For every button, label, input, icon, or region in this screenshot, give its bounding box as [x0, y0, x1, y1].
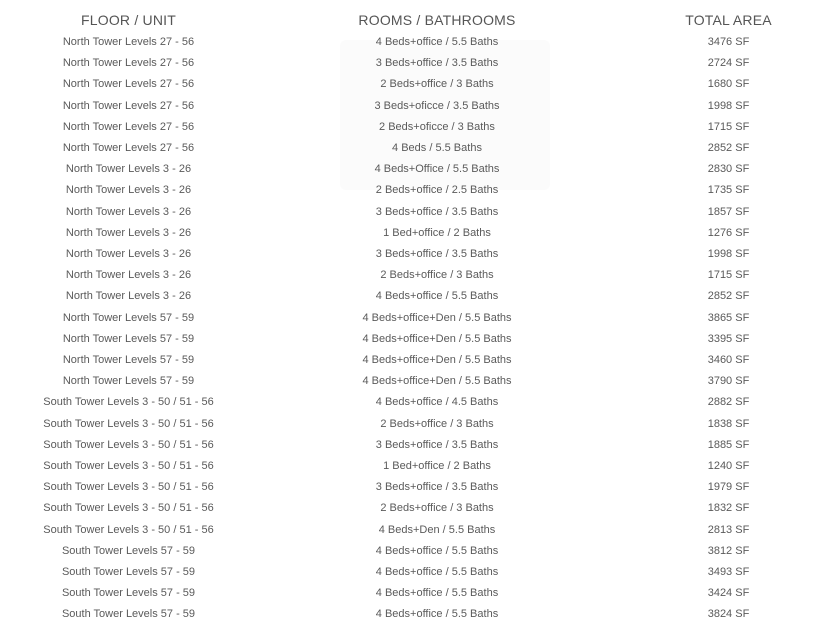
table-row — [0, 329, 840, 350]
total-area-cell: 3790 SF — [707, 375, 750, 388]
rooms-bathrooms-cell: 4 Beds+office / 5.5 Baths — [375, 566, 499, 579]
total-area-cell: 1832 SF — [707, 502, 750, 515]
table-row — [0, 286, 840, 307]
table-row — [0, 520, 840, 541]
total-area-cell: 1998 SF — [707, 248, 750, 261]
floor-unit-cell: North Tower Levels 57 - 59 — [62, 311, 195, 324]
floor-unit-cell: South Tower Levels 57 - 59 — [61, 587, 196, 600]
rooms-bathrooms-cell: 4 Beds+office / 5.5 Baths — [375, 290, 499, 303]
total-area-cell: 2724 SF — [707, 57, 750, 70]
floor-unit-cell: South Tower Levels 57 - 59 — [61, 608, 196, 621]
table-row — [0, 96, 840, 117]
floor-unit-cell: North Tower Levels 57 - 59 — [62, 354, 195, 367]
rooms-bathrooms-cell: 4 Beds+office+Den / 5.5 Baths — [362, 375, 512, 388]
total-area-cell: 2813 SF — [707, 523, 750, 536]
rooms-bathrooms-cell: 4 Beds / 5.5 Baths — [392, 142, 482, 155]
total-area-cell: 1276 SF — [707, 226, 750, 239]
rooms-bathrooms-cell: 3 Beds+office / 3.5 Baths — [375, 438, 499, 451]
rooms-bathrooms-cell: 4 Beds+office+Den / 5.5 Baths — [362, 332, 512, 345]
floor-unit-cell: North Tower Levels 57 - 59 — [62, 375, 195, 388]
table-row — [0, 159, 840, 180]
total-area-cell: 3460 SF — [707, 354, 750, 367]
floor-unit-cell: North Tower Levels 3 - 26 — [65, 226, 192, 239]
rooms-bathrooms-cell: 1 Bed+office / 2 Baths — [383, 460, 491, 473]
total-area-cell: 3812 SF — [707, 544, 750, 557]
floor-unit-cell: North Tower Levels 57 - 59 — [62, 332, 195, 345]
rooms-bathrooms-cell: 2 Beds+office / 2.5 Baths — [375, 184, 499, 197]
table-row — [0, 583, 840, 604]
rooms-bathrooms-cell: 4 Beds+office+Den / 5.5 Baths — [362, 354, 512, 367]
table-body — [0, 32, 840, 626]
table-row — [0, 498, 840, 519]
table-row — [0, 604, 840, 625]
total-area-cell: 1838 SF — [707, 417, 750, 430]
total-area-cell: 3476 SF — [707, 36, 750, 48]
floor-unit-cell: North Tower Levels 27 - 56 — [62, 57, 195, 70]
rooms-bathrooms-cell: 4 Beds+office / 5.5 Baths — [375, 608, 499, 621]
floor-unit-cell: North Tower Levels 3 - 26 — [65, 248, 192, 261]
rooms-bathrooms-cell: 4 Beds+office / 5.5 Baths — [375, 544, 499, 557]
table-row — [0, 308, 840, 329]
floor-unit-cell: South Tower Levels 3 - 50 / 51 - 56 — [43, 396, 214, 409]
total-area-cell: 2830 SF — [707, 163, 750, 176]
table-row — [0, 265, 840, 286]
floor-unit-cell: North Tower Levels 27 - 56 — [62, 120, 195, 133]
rooms-bathrooms-cell: 4 Beds+office / 4.5 Baths — [375, 396, 499, 409]
floor-unit-cell: North Tower Levels 27 - 56 — [62, 36, 195, 48]
total-area-cell: 3865 SF — [707, 311, 750, 324]
total-area-cell: 1979 SF — [707, 481, 750, 494]
total-area-cell: 1857 SF — [707, 205, 750, 218]
rooms-bathrooms-cell: 4 Beds+Den / 5.5 Baths — [378, 523, 496, 536]
table-row — [0, 435, 840, 456]
floor-unit-cell: North Tower Levels 3 - 26 — [65, 290, 192, 303]
total-area-cell: 1715 SF — [707, 269, 750, 282]
total-area-cell: 2882 SF — [707, 396, 750, 409]
table-row — [0, 350, 840, 371]
header-total-area: TOTAL AREA — [685, 12, 772, 28]
total-area-cell: 1240 SF — [707, 460, 750, 473]
rooms-bathrooms-cell: 4 Beds+office+Den / 5.5 Baths — [362, 311, 512, 324]
floor-unit-cell: South Tower Levels 3 - 50 / 51 - 56 — [43, 417, 214, 430]
rooms-bathrooms-cell: 3 Beds+office / 3.5 Baths — [375, 248, 499, 261]
rooms-bathrooms-cell: 3 Beds+office / 3.5 Baths — [375, 57, 499, 70]
rooms-bathrooms-cell: 2 Beds+office / 3 Baths — [380, 417, 494, 430]
rooms-bathrooms-cell: 1 Bed+office / 2 Baths — [383, 226, 491, 239]
table-row — [0, 371, 840, 392]
header-rooms-bathrooms: ROOMS / BATHROOMS — [358, 12, 516, 28]
rooms-bathrooms-cell: 4 Beds+Office / 5.5 Baths — [374, 163, 500, 176]
floor-unit-cell: South Tower Levels 57 - 59 — [61, 544, 196, 557]
table-row — [0, 244, 840, 265]
rooms-bathrooms-cell: 4 Beds+office / 5.5 Baths — [375, 36, 499, 48]
floor-unit-cell: South Tower Levels 3 - 50 / 51 - 56 — [43, 438, 214, 451]
rooms-bathrooms-cell: 4 Beds+office / 5.5 Baths — [375, 587, 499, 600]
total-area-cell: 3824 SF — [707, 608, 750, 621]
total-area-cell: 1885 SF — [707, 438, 750, 451]
rooms-bathrooms-cell: 3 Beds+office / 3.5 Baths — [375, 205, 499, 218]
floor-unit-cell: North Tower Levels 27 - 56 — [62, 99, 195, 112]
total-area-cell: 1735 SF — [707, 184, 750, 197]
floor-unit-cell: North Tower Levels 3 - 26 — [65, 163, 192, 176]
table-row — [0, 562, 840, 583]
table-row — [0, 414, 840, 435]
floor-unit-cell: South Tower Levels 57 - 59 — [61, 566, 196, 579]
table-row — [0, 392, 840, 413]
table-row — [0, 180, 840, 201]
table-row — [0, 456, 840, 477]
units-table — [0, 8, 840, 626]
floor-unit-cell: North Tower Levels 3 - 26 — [65, 184, 192, 197]
table-row — [0, 138, 840, 159]
table-row — [0, 117, 840, 138]
table-row — [0, 541, 840, 562]
table-row — [0, 202, 840, 223]
floor-unit-cell: North Tower Levels 3 - 26 — [65, 269, 192, 282]
table-row — [0, 477, 840, 498]
floor-unit-cell: North Tower Levels 27 - 56 — [62, 78, 195, 91]
rooms-bathrooms-cell: 3 Beds+office / 3.5 Baths — [375, 481, 499, 494]
total-area-cell: 3493 SF — [707, 566, 750, 579]
rooms-bathrooms-cell: 2 Beds+office / 3 Baths — [380, 502, 494, 515]
header-row — [0, 8, 840, 32]
rooms-bathrooms-cell: 2 Beds+office / 3 Baths — [380, 78, 494, 91]
floor-unit-cell: North Tower Levels 3 - 26 — [65, 205, 192, 218]
table-row — [0, 32, 840, 53]
rooms-bathrooms-cell: 3 Beds+oficce / 3.5 Baths — [374, 99, 500, 112]
total-area-cell: 1715 SF — [707, 120, 750, 133]
table-row — [0, 223, 840, 244]
floor-unit-cell: South Tower Levels 3 - 50 / 51 - 56 — [43, 502, 214, 515]
table-row — [0, 74, 840, 95]
total-area-cell: 1680 SF — [707, 78, 750, 91]
total-area-cell: 2852 SF — [707, 142, 750, 155]
total-area-cell: 3395 SF — [707, 332, 750, 345]
table-row — [0, 53, 840, 74]
floor-unit-cell: South Tower Levels 3 - 50 / 51 - 56 — [43, 460, 214, 473]
table-header — [0, 8, 840, 32]
floor-unit-cell: North Tower Levels 27 - 56 — [62, 142, 195, 155]
total-area-cell: 3424 SF — [707, 587, 750, 600]
rooms-bathrooms-cell: 2 Beds+oficce / 3 Baths — [379, 120, 495, 133]
rooms-bathrooms-cell: 2 Beds+office / 3 Baths — [380, 269, 494, 282]
floor-unit-cell: South Tower Levels 3 - 50 / 51 - 56 — [43, 523, 214, 536]
total-area-cell: 1998 SF — [707, 99, 750, 112]
header-floor-unit: FLOOR / UNIT — [81, 12, 176, 28]
floor-unit-cell: South Tower Levels 3 - 50 / 51 - 56 — [43, 481, 214, 494]
total-area-cell: 2852 SF — [707, 290, 750, 303]
